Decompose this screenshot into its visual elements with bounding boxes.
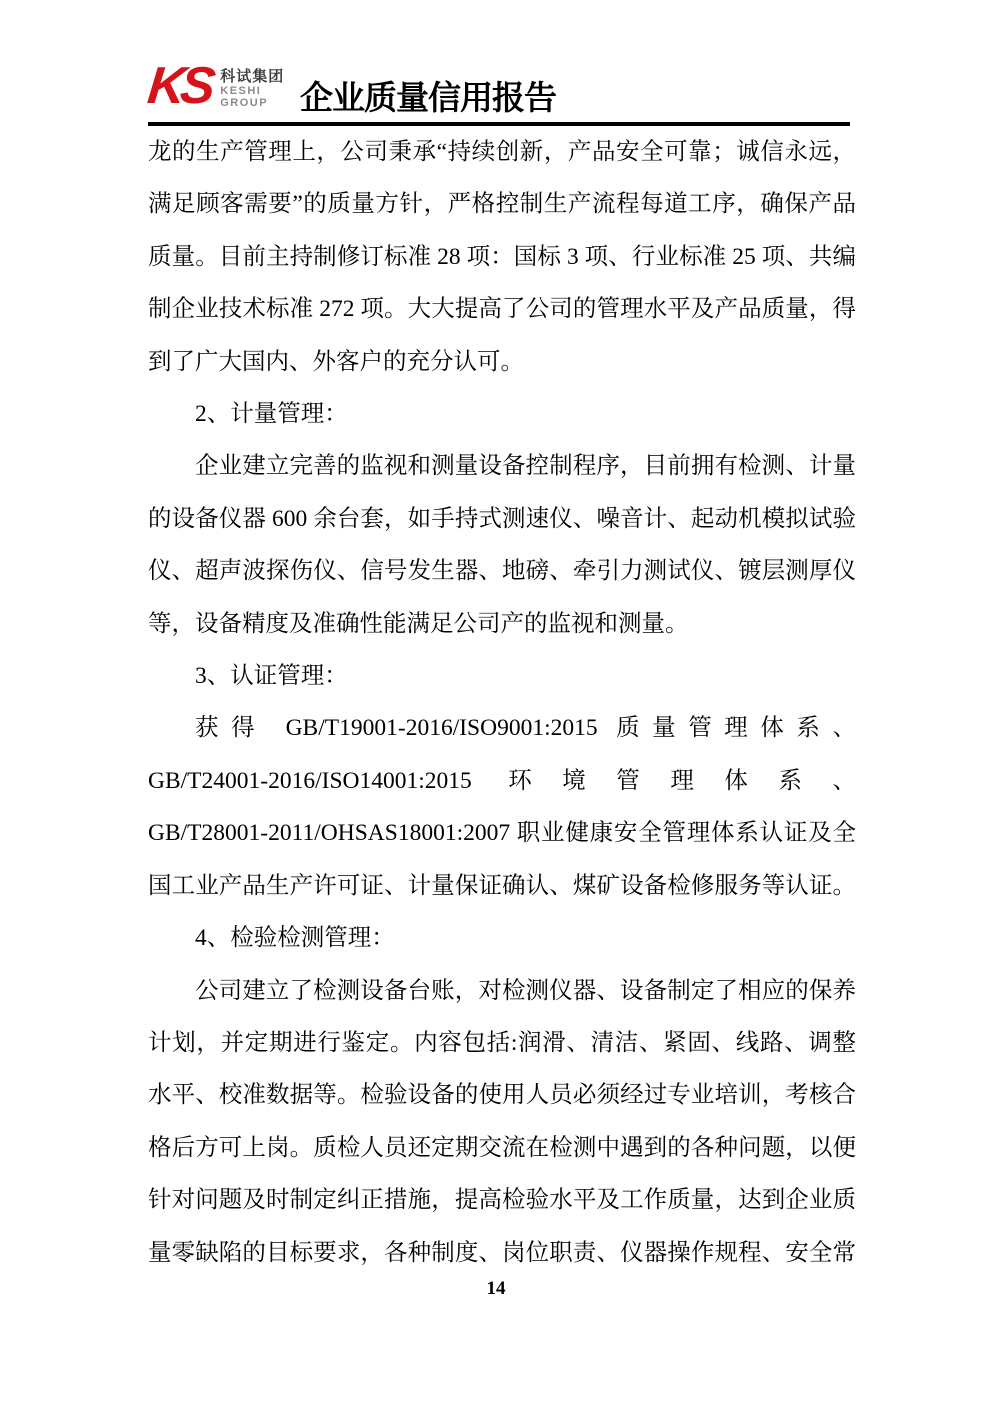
text-line: 的设备仪器 600 余台套，如手持式测速仪、噪音计、起动机模拟试验 (148, 505, 856, 532)
text-line: 等，设备精度及准确性能满足公司产的监视和测量。 (148, 610, 689, 637)
text-line: 3、认证管理： (195, 663, 348, 690)
company-logo (144, 57, 285, 115)
logo-company-name-en-2: GROUP (220, 97, 269, 109)
ks-logo-icon: KS (144, 57, 214, 115)
text-line: 公司建立了检测设备台账，对检测仪器、设备制定了相应的保养 (195, 977, 856, 1004)
text-line: 满足顾客需要”的质量方针，严格控制生产流程每道工序，确保产品 (148, 191, 856, 218)
text-line: 计划，并定期进行鉴定。内容包括:润滑、清洁、紧固、线路、调整 (148, 1029, 856, 1056)
text-line: 仪、超声波探伤仪、信号发生器、地磅、牵引力测试仪、镀层测厚仪 (148, 558, 856, 585)
text-line: 量零缺陷的目标要求，各种制度、岗位职责、仪器操作规程、安全常 (148, 1239, 856, 1266)
page-title: 企业质量信用报告 (300, 81, 556, 117)
text-line: 4、检验检测管理： (195, 925, 395, 952)
body-text (148, 126, 856, 1279)
page-footer (0, 1278, 992, 1300)
text-line: GB/T24001-2016/ISO14001:2015 环境管理体系、 (148, 767, 856, 794)
logo-company-name-cn: 科试集团 (220, 68, 285, 85)
logo-company-name-en-1: KESHI (220, 85, 262, 97)
logo-text-block (220, 68, 284, 109)
page-number: 14 (486, 1278, 506, 1299)
text-line: 龙的生产管理上，公司秉承“持续创新，产品安全可靠；诚信永远， (148, 139, 856, 165)
page-header (0, 0, 992, 126)
text-line: 到了广大国内、外客户的充分认可。 (148, 348, 524, 375)
text-line: 2、计量管理： (195, 401, 348, 428)
text-line: 获得 GB/T19001-2016/ISO9001:2015 质量管理体系、 (195, 715, 856, 742)
text-line: GB/T28001-2011/OHSAS18001:2007 职业健康安全管理体系认证及全 (148, 820, 856, 847)
text-line: 质量。目前主持制修订标准 28 项：国标 3 项、行业标准 25 项、共编 (148, 243, 856, 270)
text-line: 企业建立完善的监视和测量设备控制程序，目前拥有检测、计量 (195, 453, 856, 480)
text-line: 国工业产品生产许可证、计量保证确认、煤矿设备检修服务等认证。 (148, 872, 856, 899)
text-line: 格后方可上岗。质检人员还定期交流在检测中遇到的各种问题，以便 (148, 1134, 856, 1161)
text-line: 针对问题及时制定纠正措施，提高检验水平及工作质量，达到企业质 (148, 1187, 856, 1214)
text-line: 制企业技术标准 272 项。大大提高了公司的管理水平及产品质量，得 (148, 296, 856, 323)
text-line: 水平、校准数据等。检验设备的使用人员必须经过专业培训，考核合 (148, 1082, 856, 1109)
